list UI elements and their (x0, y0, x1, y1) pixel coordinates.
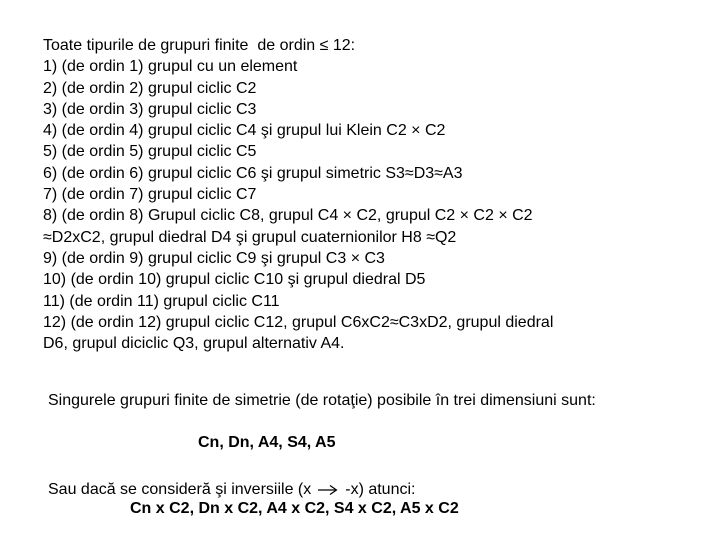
list-item: 11) (de ordin 11) grupul ciclic C11 (43, 292, 280, 310)
list-item: 6) (de ordin 6) grupul ciclic C6 şi grupul simetric S3≈D3≈A3 (43, 164, 463, 182)
symmetry-intro: Singurele grupuri finite de simetrie (de rotaţie) posibile în trei dimensiuni sunt: (48, 392, 596, 409)
list-heading: Toate tipurile de grupuri finite de ordin ≤ 12: (43, 37, 356, 54)
inversion-sentence (48, 481, 415, 499)
list-item: 8) (de ordin 8) Grupul ciclic C8, grupul C4 × C2, grupul C2 × C2 × C2 (43, 207, 533, 225)
inversion-text-after: -x) atunci: (345, 481, 416, 498)
symmetry-groups: Cn, Dn, A4, S4, A5 (198, 434, 336, 451)
list-item: D6, grupul diciclic Q3, grupul alternativ A4. (43, 335, 345, 353)
list-item: 2) (de ordin 2) grupul ciclic C2 (43, 79, 257, 97)
list-item: 3) (de ordin 3) grupul ciclic C3 (43, 100, 257, 118)
right-arrow-icon (317, 484, 339, 496)
list-item: 5) (de ordin 5) grupul ciclic C5 (43, 143, 257, 161)
list-item: 12) (de ordin 12) grupul ciclic C12, grupul C6xC2≈C3xD2, grupul diedral (43, 313, 554, 331)
list-item: 9) (de ordin 9) grupul ciclic C9 şi grupul C3 × C3 (43, 249, 385, 267)
list-item: 4) (de ordin 4) grupul ciclic C4 şi grupul lui Klein C2 × C2 (43, 122, 446, 140)
group-list (43, 35, 683, 354)
list-item: 1) (de ordin 1) grupul cu un element (43, 58, 298, 76)
list-item: 10) (de ordin 10) grupul ciclic C10 şi grupul diedral D5 (43, 271, 426, 289)
inversion-text-before: Sau dacă se consideră şi inversiile (x (48, 481, 312, 498)
list-item: ≈D2xC2, grupul diedral D4 şi grupul cuaternionilor H8 ≈Q2 (43, 228, 457, 246)
symmetry-groups-with-inversion: Cn x C2, Dn x C2, A4 x C2, S4 x C2, A5 x C2 (130, 500, 459, 517)
list-item: 7) (de ordin 7) grupul ciclic C7 (43, 186, 257, 204)
